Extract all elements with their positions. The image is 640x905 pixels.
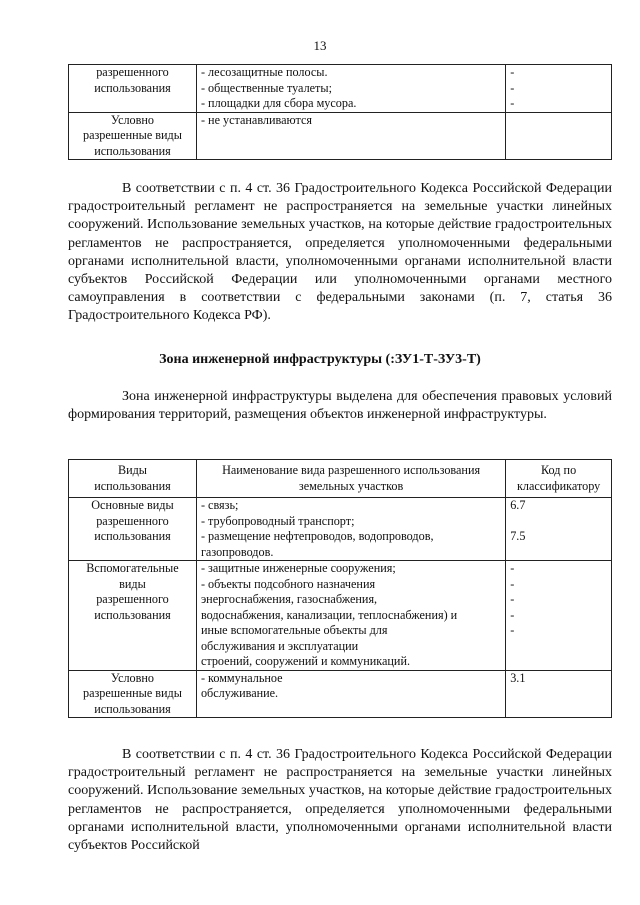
cell-line: Условно: [110, 670, 155, 685]
cell-line: Условно: [110, 112, 155, 127]
cell-line: -: [510, 96, 515, 110]
cell-line: Вспомогательные: [86, 561, 179, 575]
cell-line: обслуживание.: [200, 686, 279, 700]
cell-line: Основные виды: [91, 498, 174, 512]
cell-line: [510, 514, 607, 530]
section-heading: Зона инженерной инфраструктуры (:ЗУ1-Т-ЗУ3-Т): [159, 352, 481, 367]
cell-line: классификатору: [516, 478, 601, 493]
table-cell-use-type: [69, 561, 197, 671]
paragraph-linear-structures-repeat: В соответствии с п. 4 ст. 36 Градостроительного Кодекса Российской Федерации градостроительный регламент не распространяется на земельные участки линейных сооружений. Использование земельных участков, на которые действие градостроительных регламентов не распространяется, определяется уполномоченными федеральными органами исполнительной власти, уполномоченными органами исполнительной власти субъектов Российской: [68, 747, 612, 854]
paragraph-zone-description: Зона инженерной инфраструктуры выделена для обеспечения правовых условий формирования территорий, размещения объектов инженерной инфраструктуры.: [68, 389, 612, 423]
cell-line: -: [510, 65, 515, 79]
table-cell-code: [506, 561, 612, 671]
cell-line: использования: [94, 143, 171, 158]
table-cell-use-name: [196, 561, 505, 671]
table-cell-use-type: [69, 112, 197, 160]
paragraph-linear-structures: В соответствии с п. 4 ст. 36 Градостроительного Кодекса Российской Федерации градостроительный регламент не распространяется на земельные участки линейных сооружений. Использование земельных участков, на которые действие градостроительных регламентов не распространяется, определяется уполномоченными федеральными органами исполнительной власти, уполномоченными органами исполнительной власти субъектов Российской Федерации или уполномоченными органами местного самоуправления в соответствии с федеральными законами (п. 7, статья 36 Градостроительного Кодекса РФ).: [68, 181, 612, 324]
table-cell-code: [506, 65, 612, 113]
cell-line: - связь;: [200, 498, 239, 512]
cell-line: -: [510, 607, 515, 622]
cell-line: - лесозащитные полосы.: [200, 65, 328, 79]
cell-line: - защитные инженерные сооружения;: [200, 561, 396, 575]
table-cell-use-name: [196, 65, 505, 113]
table-cell-code: [506, 670, 612, 718]
cell-line: -: [510, 592, 515, 606]
cell-line: - площадки для сбора мусора.: [200, 96, 357, 110]
table-cell-use-type: [69, 65, 197, 113]
cell-line: земельных участков: [298, 478, 404, 493]
cell-line: иные вспомогательные объекты для: [200, 623, 388, 637]
cell-line: 6.7: [510, 498, 526, 512]
cell-line: энергоснабжения, газоснабжения,: [200, 592, 378, 606]
table-row: [69, 670, 612, 718]
cell-line: 3.1: [510, 670, 526, 685]
table-row: [69, 561, 612, 671]
cell-line: разрешенные виды: [82, 686, 182, 700]
cell-line: - общественные туалеты;: [200, 80, 332, 95]
table-cell-use-type: [69, 670, 197, 718]
cell-line: использования: [94, 80, 171, 95]
table-cell-use-name: [196, 112, 505, 160]
column-header-code: [506, 460, 612, 498]
cell-line: Виды: [117, 463, 147, 477]
table-cell-use-name: [196, 498, 505, 561]
cell-line: разрешенного: [96, 65, 169, 79]
cell-line: Код по: [541, 463, 577, 477]
cell-line: обслуживания и эксплуатации: [200, 638, 359, 653]
cell-line: использования: [94, 607, 171, 622]
cell-line: использования: [94, 529, 171, 543]
table-cell-code: [506, 112, 612, 160]
cell-line: - трубопроводный транспорт;: [200, 513, 355, 528]
cell-line: - коммунальное: [200, 670, 283, 685]
cell-line: водоснабжения, канализации, теплоснабжения) и: [200, 607, 458, 622]
cell-line: - размещение нефтепроводов, водопроводов,: [200, 529, 434, 543]
cell-line: -: [510, 576, 515, 591]
cell-line: строений, сооружений и коммуникаций.: [200, 654, 411, 668]
cell-line: 7.5: [510, 529, 526, 543]
page-number: 13: [313, 38, 327, 53]
table-engineering-zone: [68, 459, 612, 718]
table-cell-use-name: [196, 670, 505, 718]
column-header-use-type: [69, 460, 197, 498]
cell-line: использования: [94, 478, 171, 493]
column-header-use-name: [196, 460, 505, 498]
table-cell-use-type: [69, 498, 197, 561]
cell-line: использования: [94, 701, 171, 716]
table-cell-code: [506, 498, 612, 561]
table-row: [69, 498, 612, 561]
cell-line: - не устанавливаются: [200, 112, 312, 127]
cell-line: разрешенные виды: [82, 128, 182, 142]
cell-line: газопроводов.: [200, 544, 274, 559]
cell-line: разрешенного: [96, 592, 169, 606]
cell-line: - объекты подсобного назначения: [200, 576, 376, 591]
cell-line: разрешенного: [96, 513, 169, 528]
cell-line: виды: [119, 576, 146, 591]
table-row: [69, 65, 612, 113]
cell-line: -: [510, 561, 515, 575]
cell-line: -: [510, 623, 515, 637]
table-row: [69, 112, 612, 160]
table-zone-continued: [68, 64, 612, 160]
table-header-row: [69, 460, 612, 498]
cell-line: Наименование вида разрешенного использования: [222, 463, 481, 477]
cell-line: -: [510, 80, 515, 95]
